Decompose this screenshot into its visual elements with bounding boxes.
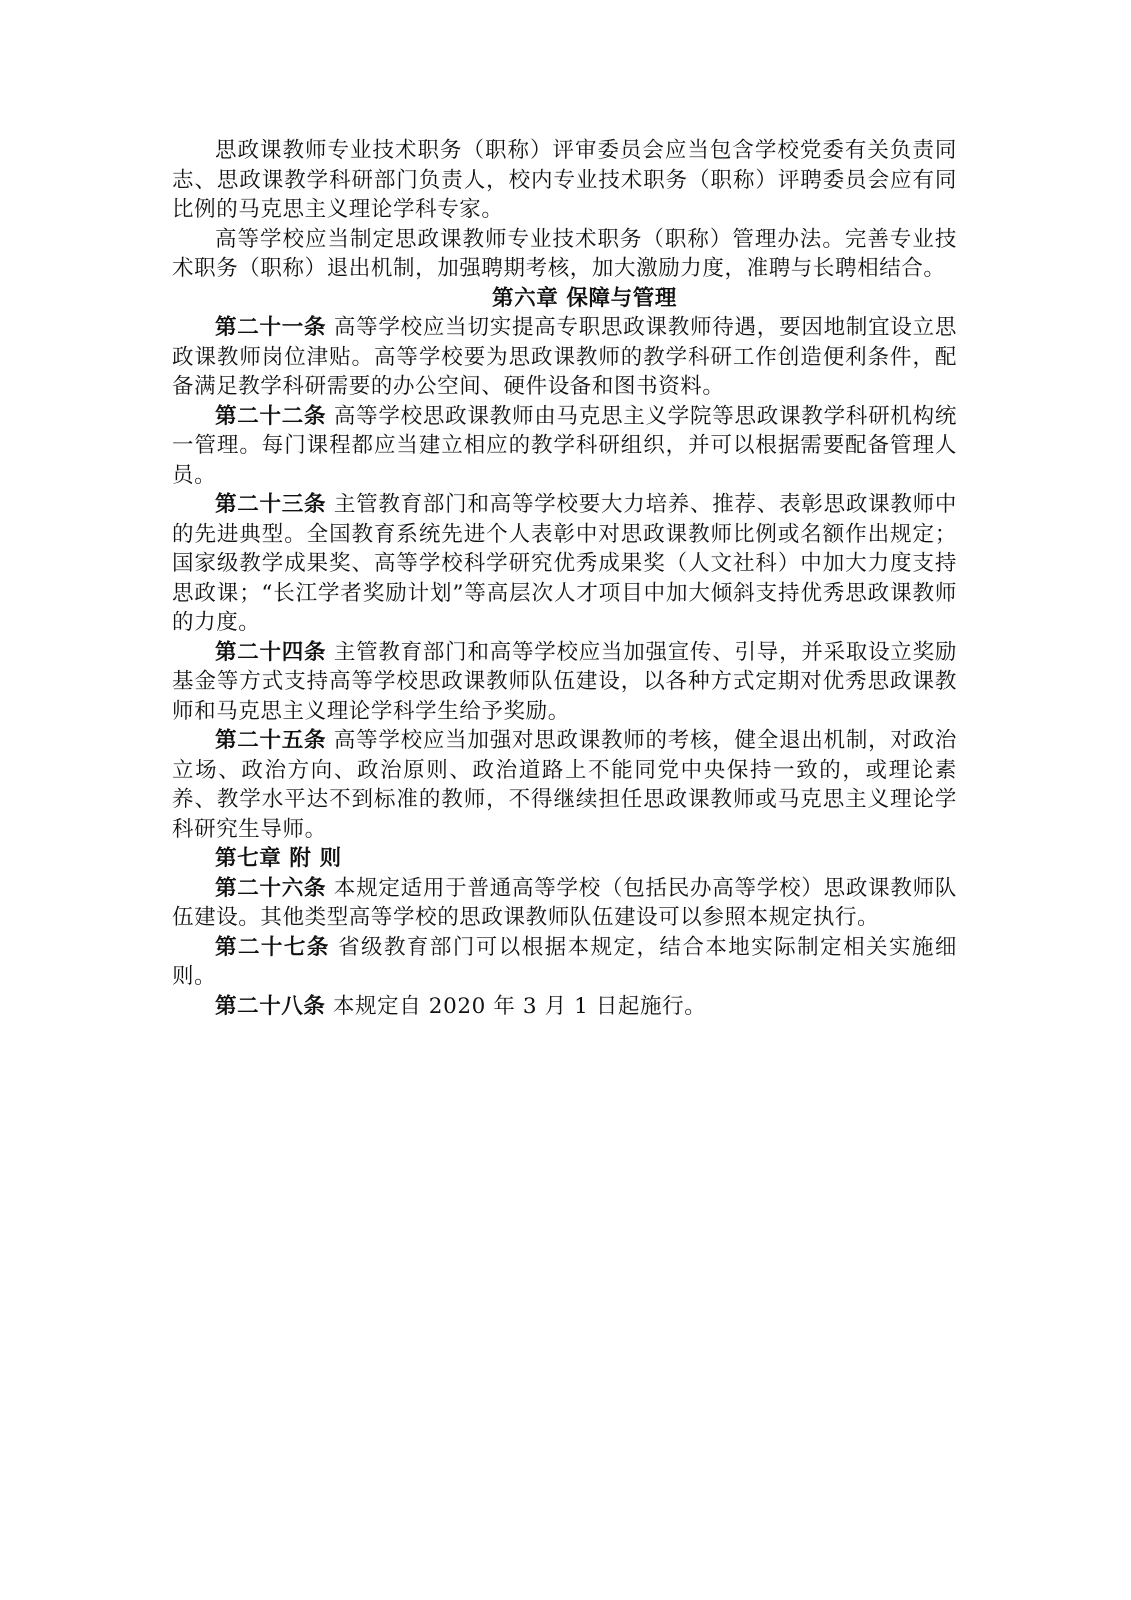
article-paragraph	[172, 313, 957, 402]
article-number: 第二十三条	[215, 492, 327, 517]
article-paragraph	[172, 402, 957, 491]
chapter-heading: 第六章 保障与管理	[492, 285, 677, 311]
body-paragraph: 思政课教师专业技术职务（职称）评审委员会应当包含学校党委有关负责同志、思政课教学科研部门负责人，校内专业技术职务（职称）评聘委员会应有同比例的马克思主义理论学科专家。	[172, 138, 957, 222]
article-number: 第二十四条	[215, 639, 327, 665]
article-number: 第二十二条	[215, 403, 327, 429]
article-paragraph	[172, 726, 957, 844]
article-text: 本规定自 2020 年 3 月 1 日起施行。	[325, 993, 707, 1019]
article-paragraph	[172, 933, 957, 992]
article-paragraph	[172, 490, 957, 638]
document-page	[172, 136, 957, 1021]
article-text: 高等学校思政课教师由马克思主义学院等思政课教学科研机构统一管理。每门课程都应当建立相应的教学科研组织，并可以根据需要配备管理人员。	[172, 403, 957, 488]
article-text: 高等学校应当切实提高专职思政课教师待遇，要因地制宜设立思政课教师岗位津贴。高等学校要为思政课教师的教学科研工作创造便利条件，配备满足教学科研需要的办公空间、硬件设备和图书资料。	[172, 315, 957, 399]
article-text: 省级教育部门可以根据本规定，结合本地实际制定相关实施细则。	[172, 934, 957, 989]
article-number: 第二十六条	[215, 875, 327, 901]
article-paragraph	[172, 638, 957, 727]
article-text: 主管教育部门和高等学校要大力培养、推荐、表彰思政课教师中的先进典型。全国教育系统先进个人表彰中对思政课教师比例或名额作出规定；国家级教学成果奖、高等学校科学研究优秀成果奖（人文社科）中加大力度支持思政课；“长江学者奖励计划”等高层次人才项目中加大倾斜支持优秀思政课教师的力度。	[172, 492, 957, 635]
article-text: 本规定适用于普通高等学校（包括民办高等学校）思政课教师队伍建设。其他类型高等学校的思政课教师队伍建设可以参照本规定执行。	[172, 875, 957, 930]
article-text: 高等学校应当加强对思政课教师的考核，健全退出机制，对政治立场、政治方向、政治原则、政治道路上不能同党中央保持一致的，或理论素养、教学水平达不到标准的教师，不得继续担任思政课教师或马克思主义理论学科研究生导师。	[172, 728, 957, 842]
article-number: 第二十一条	[215, 315, 327, 340]
article-number: 第二十五条	[215, 728, 327, 753]
article-number: 第二十七条	[215, 934, 330, 960]
article-text: 主管教育部门和高等学校应当加强宣传、引导，并采取设立奖励基金等方式支持高等学校思政课教师队伍建设，以各种方式定期对优秀思政课教师和马克思主义理论学科学生给予奖励。	[172, 639, 957, 724]
chapter-heading: 第七章 附 则	[215, 846, 342, 871]
body-paragraph: 高等学校应当制定思政课教师专业技术职务（职称）管理办法。完善专业技术职务（职称）退出机制，加强聘期考核，加大激励力度，准聘与长聘相结合。	[172, 226, 957, 281]
article-paragraph	[172, 874, 957, 933]
article-paragraph	[172, 992, 957, 1022]
article-number: 第二十八条	[215, 993, 326, 1019]
